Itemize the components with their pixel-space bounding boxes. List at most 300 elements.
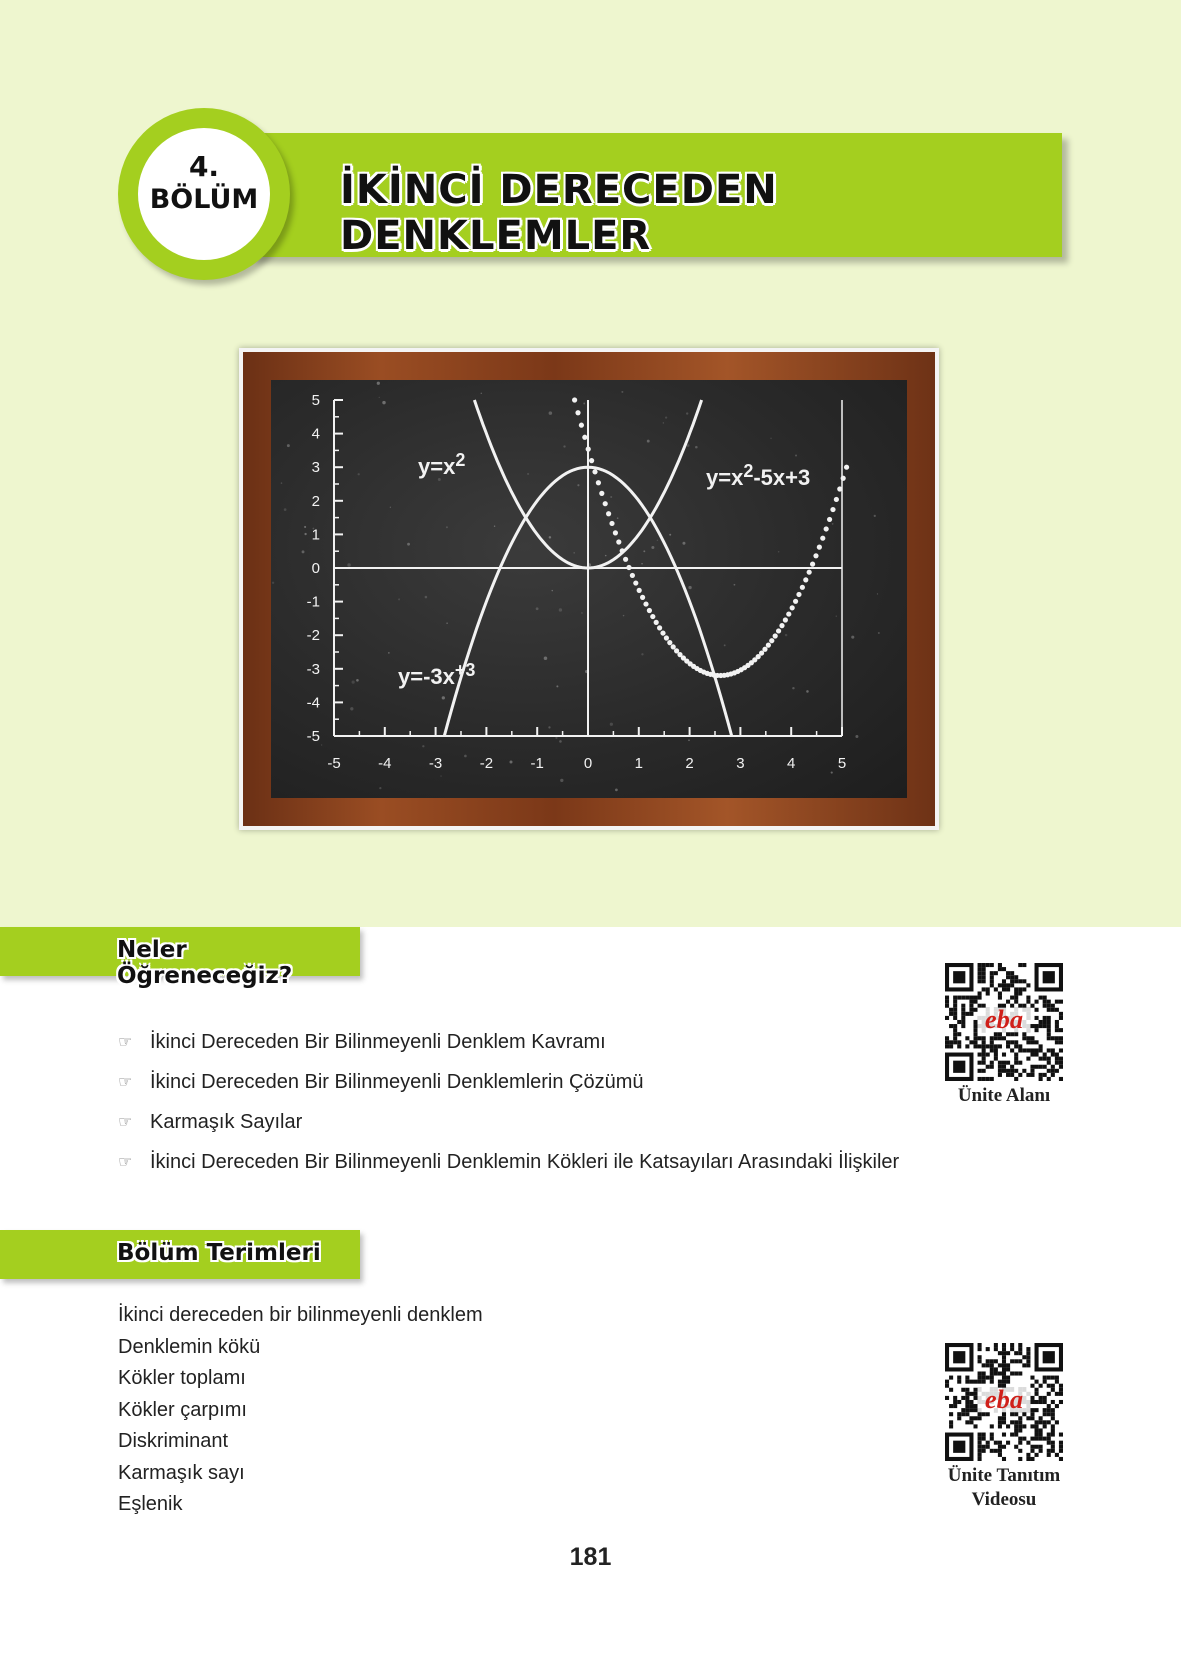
qr-module [1026,1453,1030,1457]
dotted-curve-point [824,526,829,531]
chalk-dust [347,563,350,566]
list-item [118,1102,899,1142]
chalk-dust [581,612,582,613]
qr-module [953,1024,957,1028]
chalk-dust [281,482,282,483]
qr-module [945,1384,949,1388]
qr-module [973,1408,977,1412]
qr-module [965,1380,969,1384]
qr-module [986,1363,990,1367]
qr-module [1006,975,1010,979]
qr-module [949,1012,953,1016]
qr-module [1030,1004,1034,1008]
qr-module [961,1020,965,1024]
qr-module [1051,1449,1055,1453]
qr-module [965,1412,969,1416]
qr-module [982,1053,986,1057]
qr-module [990,1371,994,1375]
qr-module [982,1449,986,1453]
qr-module [961,1004,965,1008]
qr-module [1010,1359,1014,1363]
qr-module [1047,1384,1051,1388]
qr-module [1030,1376,1034,1380]
qr-module [1014,1053,1018,1057]
qr-module [1022,987,1026,991]
qr-module [1026,1355,1030,1359]
qr-module [998,967,1002,971]
qr-module [969,1400,973,1404]
qr-module [973,1396,977,1400]
qr-module [978,1347,982,1351]
qr-module [957,1040,961,1044]
dotted-curve-point [820,536,825,541]
qr-module [1043,1004,1047,1008]
dotted-curve-point [582,435,587,440]
list-item [118,1022,899,1062]
dotted-curve-point [762,647,767,652]
qr-module [949,1024,953,1028]
qr-module [994,1343,998,1347]
qr-module [1051,1073,1055,1077]
term-item: Diskriminant [118,1430,229,1452]
qr-module [973,1040,977,1044]
qr-module [1026,1048,1030,1052]
qr-module [1055,1404,1059,1408]
qr-module [1051,1433,1055,1437]
qr-module [986,1441,990,1445]
y-tick-label: -1 [306,593,320,611]
qr-module [1039,1077,1043,1081]
qr-module [982,963,986,967]
qr-module [957,1380,961,1384]
qr-module [982,975,986,979]
qr-module [1059,1000,1063,1004]
qr-module [1018,963,1022,967]
chalk-dust [641,563,642,564]
chalk-dust [583,403,585,405]
qr-module [1055,1069,1059,1073]
qr-finder-core [953,971,965,983]
qr-module [1018,1420,1022,1424]
qr-module [990,1077,994,1081]
dotted-curve-point [803,577,808,582]
qr-module [1035,1420,1039,1424]
qr-finder-core [953,1061,965,1073]
qr-module [994,1359,998,1363]
qr-module [1030,1396,1034,1400]
qr-module [1035,1388,1039,1392]
dotted-curve-point [800,585,805,590]
qr-module [1047,1008,1051,1012]
qr-module [1043,1053,1047,1057]
qr-module [1039,1065,1043,1069]
qr-module [998,1371,1002,1375]
qr-module [1047,1437,1051,1441]
qr-module [1014,1069,1018,1073]
qr-module [957,996,961,1000]
qr-module [957,1020,961,1024]
qr-module [1022,1424,1026,1428]
dotted-curve-point [817,545,822,550]
chalk-dust [770,438,772,440]
qr-module [961,1024,965,1028]
qr-module [1055,1024,1059,1028]
chalk-dust [778,551,779,552]
term-item: Kökler toplamı [118,1367,246,1389]
section-tab-learn [0,927,360,989]
qr-module [1059,1445,1063,1449]
dotted-curve-point [813,553,818,558]
dotted-curve-point [667,640,672,645]
qr-module [994,1367,998,1371]
qr-code-icon[interactable] [945,1343,1063,1461]
qr-module [1026,1457,1030,1461]
qr-module [945,1380,949,1384]
qr-module [994,1048,998,1052]
qr-module [1022,979,1026,983]
qr-unit-video[interactable] [939,1343,1069,1512]
term-item: Karmaşık sayı [118,1461,245,1484]
qr-module [1059,1388,1063,1392]
chalk-dust [560,779,563,782]
qr-module [1055,1036,1059,1040]
qr-module [1059,1040,1063,1044]
qr-module [978,1416,982,1420]
graph-label-parabola: $y=x^2$ [418,450,466,479]
dotted-curve-point [592,469,597,474]
qr-module [1026,1057,1030,1061]
qr-module [1039,1416,1043,1420]
qr-module [978,996,982,1000]
qr-module [1014,1424,1018,1428]
qr-module [953,1396,957,1400]
qr-module [953,1016,957,1020]
pointing-hand-icon: ☞ [118,1114,133,1131]
qr-module [1002,1376,1006,1380]
qr-module [1043,1065,1047,1069]
qr-module [953,1000,957,1004]
chalk-dust [544,657,548,661]
list-item-text: İkinci Dereceden Bir Bilinmeyenli Denklem Kavramı [150,1030,606,1053]
qr-module [1002,1433,1006,1437]
dotted-curve-point [589,458,594,463]
qr-module [1039,1445,1043,1449]
qr-module [978,1069,982,1073]
qr-module [965,1388,969,1392]
chalk-dust [577,484,579,486]
qr-module [1030,1400,1034,1404]
dotted-curve-point [790,605,795,610]
chalk-dust [422,745,424,747]
dotted-curve-point [776,628,781,633]
qr-module [1030,1069,1034,1073]
chalk-dust [663,422,664,423]
dotted-curve-point [810,562,815,567]
qr-finder-core [1043,1351,1055,1363]
qr-module [1035,1437,1039,1441]
qr-module [1014,1445,1018,1449]
qr-module [994,1371,998,1375]
pointing-hand-icon: ☞ [118,1034,133,1051]
qr-module [1051,1036,1055,1040]
qr-module [973,996,977,1000]
qr-module [949,1424,953,1428]
chalk-dust [695,446,698,449]
qr-module [1014,1428,1018,1432]
qr-module [1051,1048,1055,1052]
chalk-dust [855,735,858,738]
y-tick-label: 1 [311,526,320,544]
qr-module [994,1044,998,1048]
qr-module [1047,1392,1051,1396]
dotted-curve-point [660,630,665,635]
qr-module [1006,983,1010,987]
qr-module [978,1053,982,1057]
qr-module [1051,1408,1055,1412]
qr-module [969,1416,973,1420]
qr-module [994,1036,998,1040]
qr-module [957,1044,961,1048]
qr-module [1010,1433,1014,1437]
qr-module [1059,1057,1063,1061]
y-tick-label: 5 [311,392,320,409]
qr-module [1010,996,1014,1000]
qr-module [1010,1347,1014,1351]
qr-module [1030,1048,1034,1052]
chalk-dust [442,696,445,699]
qr-module [953,1040,957,1044]
qr-module [1047,1404,1051,1408]
qr-module [953,1404,957,1408]
chalk-dust [556,685,558,687]
qr-module [990,1424,994,1428]
qr-module [1006,1363,1010,1367]
qr-module [978,1044,982,1048]
qr-module [1047,1061,1051,1065]
qr-caption [939,1464,1069,1512]
qr-module [1006,1073,1010,1077]
qr-module [978,1449,982,1453]
chalk-dust [734,584,736,586]
learning-objectives-list [118,1022,899,1182]
qr-module [1018,1424,1022,1428]
chapter-word: BÖLÜM [149,184,259,215]
qr-module [957,1412,961,1416]
dotted-curve-point [606,511,611,516]
qr-module [994,971,998,975]
dotted-curve-point [572,397,577,402]
qr-module [978,1412,982,1416]
qr-module [945,1396,949,1400]
qr-module [1018,1449,1022,1453]
list-item [118,1142,899,1182]
qr-module [1010,1343,1014,1347]
x-tick-label: -2 [479,755,494,772]
chalk-dust [356,679,359,682]
dotted-curve-point [783,617,788,622]
chalk-dust [617,517,619,519]
qr-module [998,1069,1002,1073]
qr-module [973,1036,977,1040]
x-tick-label: -4 [378,755,392,772]
qr-module [1035,1445,1039,1449]
dotted-curve-point [793,599,798,604]
qr-module [965,1036,969,1040]
qr-module [990,963,994,967]
qr-module [1051,1445,1055,1449]
list-item-text: İkinci Dereceden Bir Bilinmeyenli Denklemin Kökleri ile Katsayıları Arasındaki İlişkiler [150,1150,900,1173]
qr-module [973,1028,977,1032]
qr-module [1039,1048,1043,1052]
chalk-dust [552,590,553,591]
chalk-dust [377,382,380,385]
qr-module [973,1380,977,1384]
qr-module [969,1040,973,1044]
qr-module [1043,1057,1047,1061]
y-tick-label: 0 [311,560,320,577]
qr-module [1026,1359,1030,1363]
pointing-hand-icon: ☞ [118,1154,133,1171]
qr-module [1047,1036,1051,1040]
qr-module [1035,1000,1039,1004]
qr-module [1043,1380,1047,1384]
chalk-dust [682,542,685,545]
qr-module [1030,1416,1034,1420]
x-tick-label: 2 [685,755,694,772]
chalk-dust [382,401,385,404]
qr-module [949,1376,953,1380]
qr-module [1047,1000,1051,1004]
qr-module [1039,1024,1043,1028]
qr-module [1035,1392,1039,1396]
qr-module [1022,1048,1026,1052]
qr-module [1026,1000,1030,1004]
qr-module [1010,1420,1014,1424]
qr-module [1002,967,1006,971]
qr-module [945,1044,949,1048]
qr-module [1051,1376,1055,1380]
qr-module [1035,1008,1039,1012]
qr-module [1039,1400,1043,1404]
qr-module [1051,1412,1055,1416]
chalk-dust [390,507,391,508]
chalk-dust [877,593,878,594]
qr-module [1014,1433,1018,1437]
y-tick-label: -4 [306,694,320,712]
chalk-dust [304,533,306,535]
qr-module [1026,1040,1030,1044]
qr-module [986,1445,990,1449]
qr-module [998,1351,1002,1355]
qr-module [1026,1073,1030,1077]
qr-module [986,1077,990,1081]
qr-module [998,1363,1002,1367]
qr-module [1014,979,1018,983]
qr-module [1014,1077,1018,1081]
qr-module [1051,1424,1055,1428]
qr-module [1010,1371,1014,1375]
list-item [118,1062,899,1102]
qr-module [1055,1020,1059,1024]
qr-module [973,1388,977,1392]
chalk-dust [874,515,876,517]
chalk-dust [481,393,482,394]
qr-module [957,1416,961,1420]
qr-module [1059,1384,1063,1388]
qr-module [1030,1424,1034,1428]
qr-module [990,1376,994,1380]
qr-module [1018,1359,1022,1363]
qr-module [1026,1416,1030,1420]
chalk-dust [549,536,551,538]
dotted-curve-point [766,643,771,648]
qr-module [945,1016,949,1020]
qr-module [1010,1065,1014,1069]
dotted-curve-point [654,620,659,625]
term-item: Kökler çarpımı [118,1398,247,1421]
qr-module [998,1449,1002,1453]
qr-module [1051,1069,1055,1073]
qr-module [1035,1453,1039,1457]
qr-module [1026,983,1030,987]
chalk-dust [795,454,797,456]
qr-module [998,1441,1002,1445]
qr-module [969,1000,973,1004]
qr-unit-area[interactable] [939,963,1069,1108]
qr-module [998,1416,1002,1420]
qr-module [1059,1048,1063,1052]
qr-module [957,1400,961,1404]
qr-code-icon[interactable] [945,963,1063,1081]
qr-module [1035,1380,1039,1384]
qr-module [1035,1433,1039,1437]
qr-module [982,1376,986,1380]
qr-module [969,1404,973,1408]
qr-module [978,991,982,995]
qr-module [1030,1445,1034,1449]
chalk-dust [785,634,787,636]
qr-module [1051,1441,1055,1445]
section-tab-terms [0,1230,360,1279]
qr-module [1055,1420,1059,1424]
qr-finder-core [953,1351,965,1363]
qr-module [1030,1065,1034,1069]
qr-module [1014,1040,1018,1044]
qr-module [1059,1400,1063,1404]
qr-module [1043,1024,1047,1028]
qr-module [1002,1036,1006,1040]
dotted-curve-point [773,633,778,638]
qr-module [1026,1036,1030,1040]
qr-module [961,1412,965,1416]
chalk-dust [350,707,353,710]
chalk-dust [615,788,618,791]
qr-module [1035,1428,1039,1432]
qr-module [982,1057,986,1061]
dotted-curve-point [664,635,669,640]
qr-module [978,1371,982,1375]
chalk-dust [559,608,562,611]
qr-module [1006,1061,1010,1065]
qr-module [1051,1428,1055,1432]
qr-module [1006,987,1010,991]
qr-module [990,1048,994,1052]
qr-module [1022,1363,1026,1367]
qr-module [1043,1016,1047,1020]
chapter-number: 4. [188,150,220,183]
dotted-curve-point [575,410,580,415]
qr-module [1010,983,1014,987]
